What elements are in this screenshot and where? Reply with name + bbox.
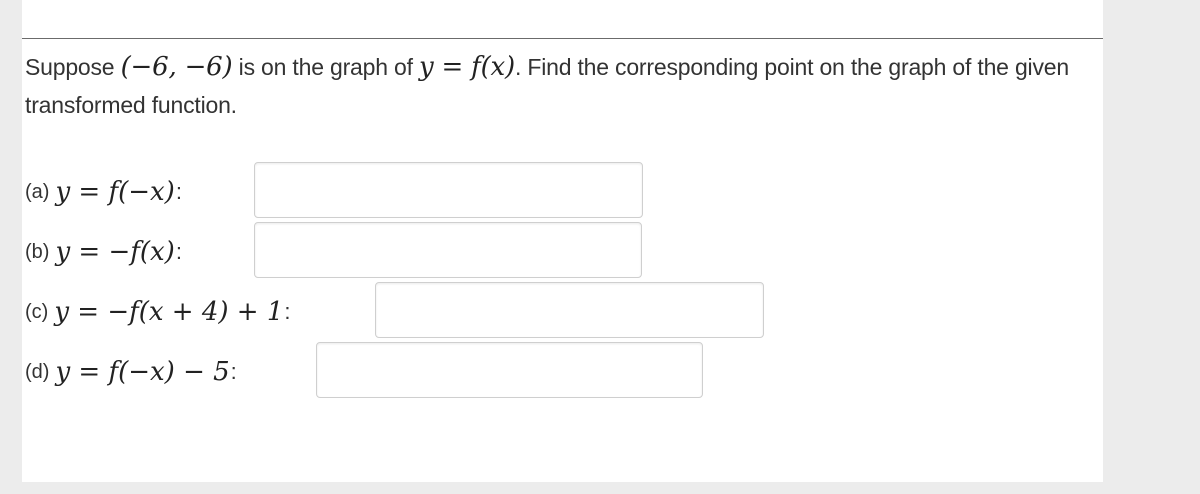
- part-d-label: [25, 342, 237, 402]
- question-intro: Suppose: [25, 54, 121, 80]
- part-b-colon: :: [175, 239, 182, 264]
- part-b-label: [25, 222, 182, 282]
- part-c-expression: y = −f(x + 4) + 1: [54, 297, 284, 327]
- part-b-tag: (b): [25, 240, 50, 263]
- part-d-answer-input[interactable]: [316, 342, 703, 398]
- base-function: y = f(x): [418, 52, 515, 82]
- part-c-tag: (c): [25, 300, 49, 323]
- part-d-tag: (d): [25, 360, 50, 383]
- part-d-expression: y = f(−x) − 5: [55, 357, 230, 387]
- part-c-colon: :: [284, 299, 291, 324]
- question-middle: is on the graph of: [232, 54, 419, 80]
- part-a-label: [25, 162, 182, 222]
- part-a-tag: (a): [25, 180, 50, 203]
- question-instruction: . Find the corresponding point on the graph of the given transformed function.: [25, 54, 1069, 118]
- part-c-answer-input[interactable]: [375, 282, 764, 338]
- part-b-expression: y = −f(x): [55, 237, 175, 267]
- part-c-label: [25, 282, 291, 342]
- question-text: [25, 48, 1095, 124]
- part-a-colon: :: [175, 179, 182, 204]
- given-point: (−6, −6): [120, 52, 233, 82]
- divider: [22, 38, 1103, 39]
- part-d-colon: :: [230, 359, 237, 384]
- part-a-expression: y = f(−x): [55, 177, 175, 207]
- part-b-answer-input[interactable]: [254, 222, 642, 278]
- part-a-answer-input[interactable]: [254, 162, 643, 218]
